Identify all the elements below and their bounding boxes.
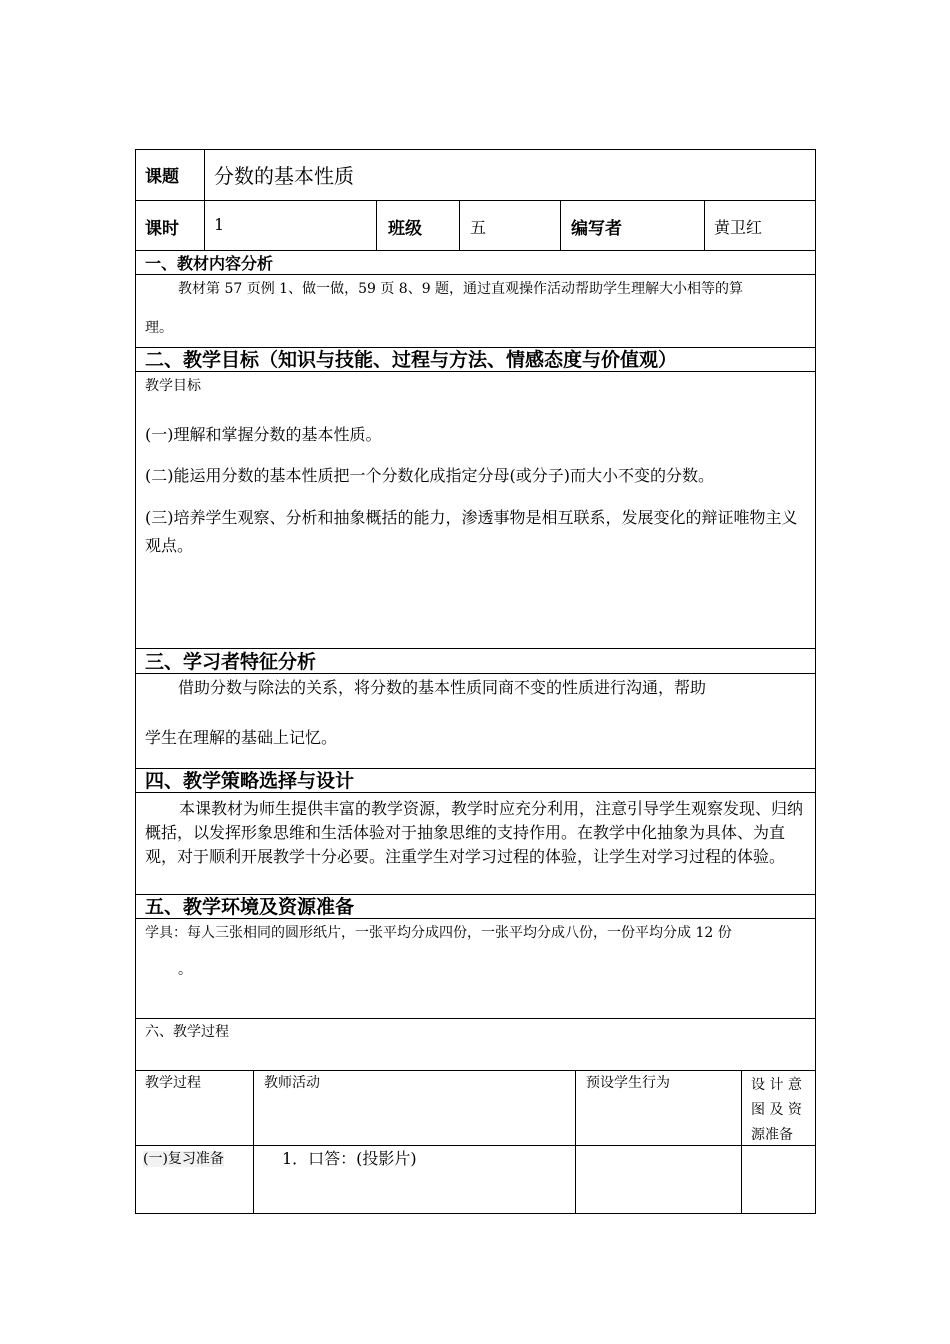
section-1-body [135,275,816,348]
section-2-body [135,372,816,649]
period-label: 课时 [145,219,179,239]
section-3-header [135,649,816,674]
section-1-header [135,251,816,275]
section-1-line2: 理。 [145,320,173,336]
meta-row [135,201,816,251]
section-1-line1: 教材第 57 页例 1、做一做，59 页 8、9 题，通过直观操作活动帮助学生理解大小相等的算 [178,281,744,297]
period-value: 1 [214,215,225,234]
section-1-title: 一、教材内容分析 [145,254,274,273]
process-table-row [135,1146,816,1214]
section-4-text: 本课教材为师生提供丰富的教学资源，教学时应充分利用，注意引导学生观察发现、归纳概括，以发挥形象思维和生活体验对于抽象思维的支持作用。在教学中化抽象为具体、为直观，对于顺利开展教学十分必要。注重学生对学习过程的体验，让学生对学习过程的体验。 [145,799,804,866]
row-stage: (一)复习准备 [143,1151,224,1167]
section-3-body [135,674,816,769]
section-6-title: 六、教学过程 [145,1024,229,1040]
column-stage: 教学过程 [145,1075,201,1091]
column-teacher: 教师活动 [264,1075,320,1091]
topic-row [135,149,816,201]
row-teacher: 1．口答：(投影片) [282,1149,417,1168]
author-label: 编写者 [571,219,622,239]
section-4-title: 四、教学策略选择与设计 [145,770,355,792]
section-3-line1: 借助分数与除法的关系，将分数的基本性质同商不变的性质进行沟通，帮助 [178,678,707,697]
topic-label: 课题 [145,167,179,187]
lesson-plan-table [135,149,816,1214]
goal-1: (一)理解和掌握分数的基本性质。 [145,425,382,444]
class-value: 五 [470,218,487,237]
section-6-header [135,1019,816,1071]
goal-2: (二)能运用分数的基本性质把一个分数化成指定分母(或分子)而大小不变的分数。 [145,466,714,485]
section-5-title: 五、教学环境及资源准备 [145,896,355,918]
process-table-header [135,1071,816,1146]
class-label: 班级 [388,219,422,239]
author-value: 黄卫红 [714,218,763,237]
goal-3: (三)培养学生观察、分析和抽象概括的能力，渗透事物是相互联系，发展变化的辩证唯物主义观点。 [145,508,798,555]
section-4-body [135,793,816,895]
section-4-header [135,769,816,793]
section-5-body [135,919,816,1019]
topic-value: 分数的基本性质 [214,164,354,188]
column-student: 预设学生行为 [586,1075,670,1091]
section-2-title: 二、教学目标（知识与技能、过程与方法、情感态度与价值观） [145,349,678,371]
column-design: 设 计 意 图 及 资 源准备 [751,1077,802,1143]
section-2-subtitle: 教学目标 [145,378,201,394]
section-5-text: 学具：每人三张相同的圆形纸片，一张平均分成四份，一张平均分成八份，一份平均分成 12 份 [145,925,732,941]
section-5-tail: 。 [178,962,192,978]
section-3-title: 三、学习者特征分析 [145,651,317,673]
section-5-header [135,895,816,919]
section-3-line2: 学生在理解的基础上记忆。 [145,728,338,747]
section-2-header [135,348,816,372]
